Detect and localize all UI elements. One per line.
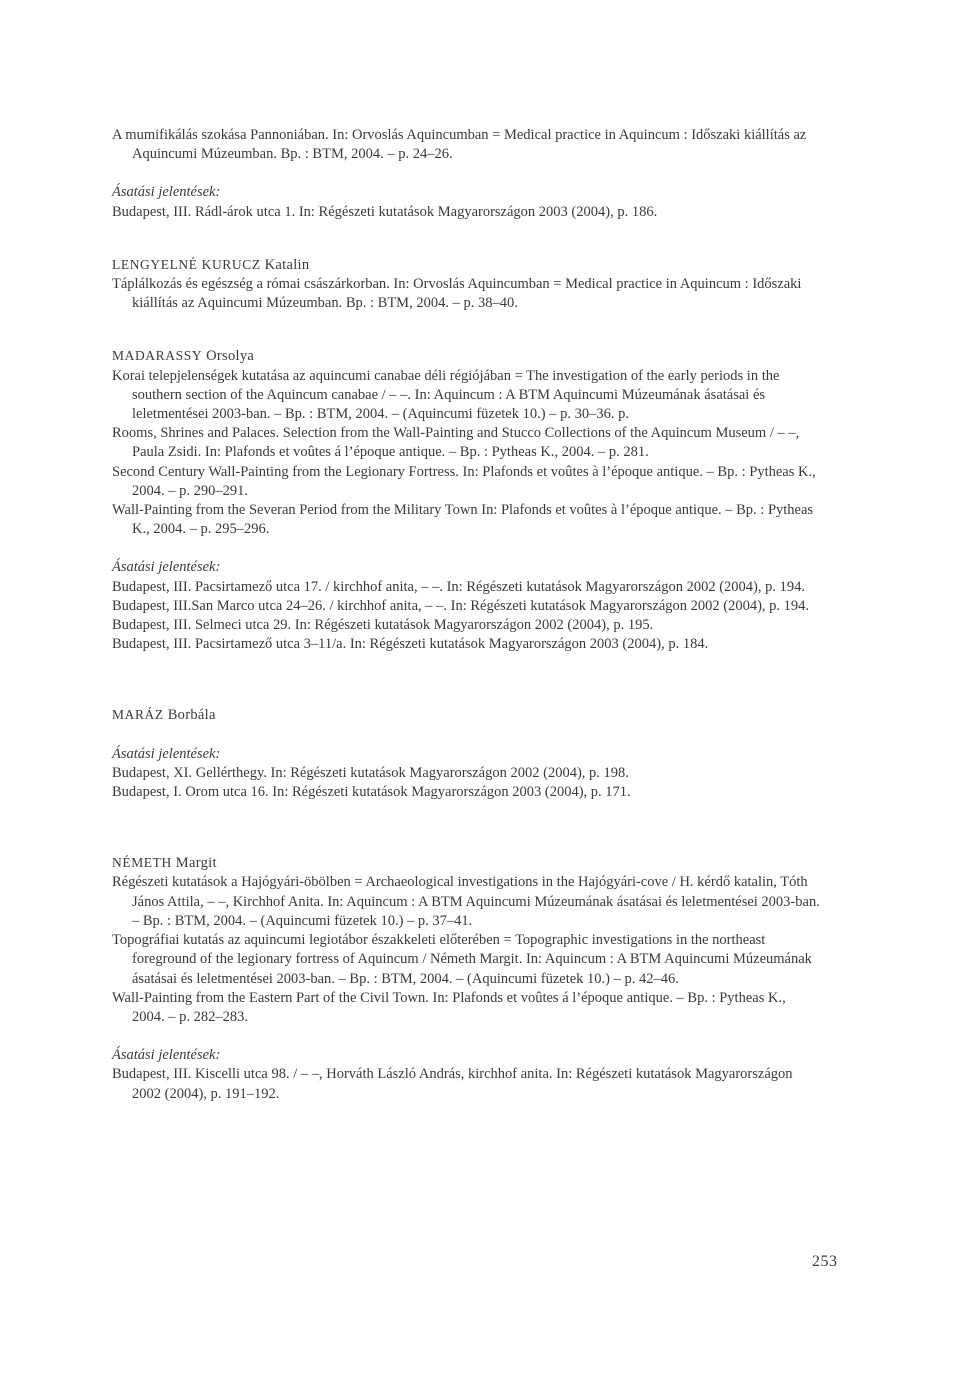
report-entry: Budapest, III. Rádl-árok utca 1. In: Régészeti kutatások Magyarországon 2003 (2004), p. 186. bbox=[112, 203, 658, 220]
bibliography-entry: Topográfiai kutatás az aquincumi legiotábor északkeleti előterében = Topographic investigations in the northeast foreground of the legionary fortress of Aquincum / Németh Margit. In: Aquincum : A BTM Aquincumi Múzeumának ásatásai és leletmentései 2003-ban. – Bp. : BTM, 2004. – (Aquincumi füzetek 10.) – p. 42–46. bbox=[112, 932, 812, 987]
bibliography-entry: Rooms, Shrines and Palaces. Selection from the Wall-Painting and Stucco Collections of the Aquincum Museum / – –, Paula Zsidi. In: Plafonds et voûtes á l’époque antique. – Bp. : Pytheas K., 2004. – p. 281. bbox=[112, 425, 800, 461]
author-given-name: Borbála bbox=[167, 707, 216, 724]
report-entry: Budapest, III. Pacsirtamező utca 17. / kirchhof anita, – –. In: Régészeti kutatások Magyarországon 2002 (2004), p. 194. bbox=[112, 578, 805, 595]
bibliography-entry: Régészeti kutatások a Hajógyári-öbölben = Archaeological investigations in the Hajógyári-cove / H. kérdő katalin, Tóth János Attila, – –, Kirchhof Anita. In: Aquincum : A BTM Aquincumi Múzeumának ásatásai és leletmentései 2003-ban. – Bp. : BTM, 2004. – (Aquincumi füzetek 10.) – p. 37–41. bbox=[112, 874, 820, 929]
author-surname: NÉMETH bbox=[112, 855, 172, 871]
bibliography-entry: Táplálkozás és egészség a római császárkorban. In: Orvoslás Aquincumban = Medical practice in Aquincum : Időszaki kiállítás az Aquincumi Múzeumban. Bp. : BTM, 2004. – p. 38–40. bbox=[112, 276, 802, 312]
author-heading bbox=[112, 853, 820, 873]
report-entry: Budapest, III. Pacsirtamező utca 3–11/a. In: Régészeti kutatások Magyarországon 2003 (2004), p. 184. bbox=[112, 636, 709, 653]
bibliography-entry: A mumifikálás szokása Pannoniában. In: Orvoslás Aquincumban = Medical practice in Aquincum : Időszaki kiállítás az Aquincumi Múzeumban. Bp. : BTM, 2004. – p. 24–26. bbox=[112, 127, 807, 163]
author-surname: MARÁZ bbox=[112, 707, 164, 723]
author-given-name: Katalin bbox=[264, 256, 310, 273]
author-heading bbox=[112, 705, 820, 725]
section-sublabel: Ásatási jelentések: bbox=[112, 184, 221, 201]
report-entry: Budapest, III.San Marco utca 24–26. / kirchhof anita, – –. In: Régészeti kutatások Magyarországon 2002 (2004), p. 194. bbox=[112, 597, 810, 614]
bibliography-entry: Wall-Painting from the Eastern Part of the Civil Town. In: Plafonds et voûtes á l’époque antique. – Bp. : Pytheas K., 2004. – p. 282–283. bbox=[112, 989, 786, 1025]
report-entry: Budapest, III. Selmeci utca 29. In: Régészeti kutatások Magyarországon 2002 (2004), p. 195. bbox=[112, 617, 654, 634]
report-entry: Budapest, I. Orom utca 16. In: Régészeti kutatások Magyarországon 2003 (2004), p. 171. bbox=[112, 784, 631, 801]
author-heading bbox=[112, 346, 820, 366]
page-number: 253 bbox=[812, 1253, 838, 1270]
report-entry: Budapest, III. Kiscelli utca 98. / – –, Horváth László András, kirchhof anita. In: Régészeti kutatások Magyarországon 2002 (2004), p. 191–192. bbox=[112, 1066, 793, 1102]
author-surname: MADARASSY bbox=[112, 348, 203, 364]
author-given-name: Orsolya bbox=[206, 348, 255, 365]
author-surname: LENGYELNÉ KURUCZ bbox=[112, 256, 261, 272]
bibliography-entry: Wall-Painting from the Severan Period from the Military Town In: Plafonds et voûtes à l’époque antique. – Bp. : Pytheas K., 2004. – p. 295–296. bbox=[112, 502, 814, 538]
section-sublabel: Ásatási jelentések: bbox=[112, 1047, 221, 1064]
document-page bbox=[112, 126, 820, 1104]
author-given-name: Margit bbox=[175, 855, 217, 872]
bibliography-entry: Second Century Wall-Painting from the Legionary Fortress. In: Plafonds et voûtes à l’époque antique. – Bp. : Pytheas K., 2004. – p. 290–291. bbox=[112, 463, 816, 499]
report-entry: Budapest, XI. Gellérthegy. In: Régészeti kutatások Magyarországon 2002 (2004), p. 198. bbox=[112, 764, 629, 781]
bibliography-entry: Korai telepjelenségek kutatása az aquincumi canabae déli régiójában = The investigation of the early periods in the southern section of the Aquincum canabae / – –. In: Aquincum : A BTM Aquincumi Múzeumának ásatásai és leletmentései 2003-ban. – Bp. : BTM, 2004. – (Aquincumi füzetek 10.) – p. 30–36. p. bbox=[112, 367, 780, 423]
section-sublabel: Ásatási jelentések: bbox=[112, 745, 221, 762]
author-heading bbox=[112, 255, 820, 275]
section-sublabel: Ásatási jelentések: bbox=[112, 559, 221, 576]
